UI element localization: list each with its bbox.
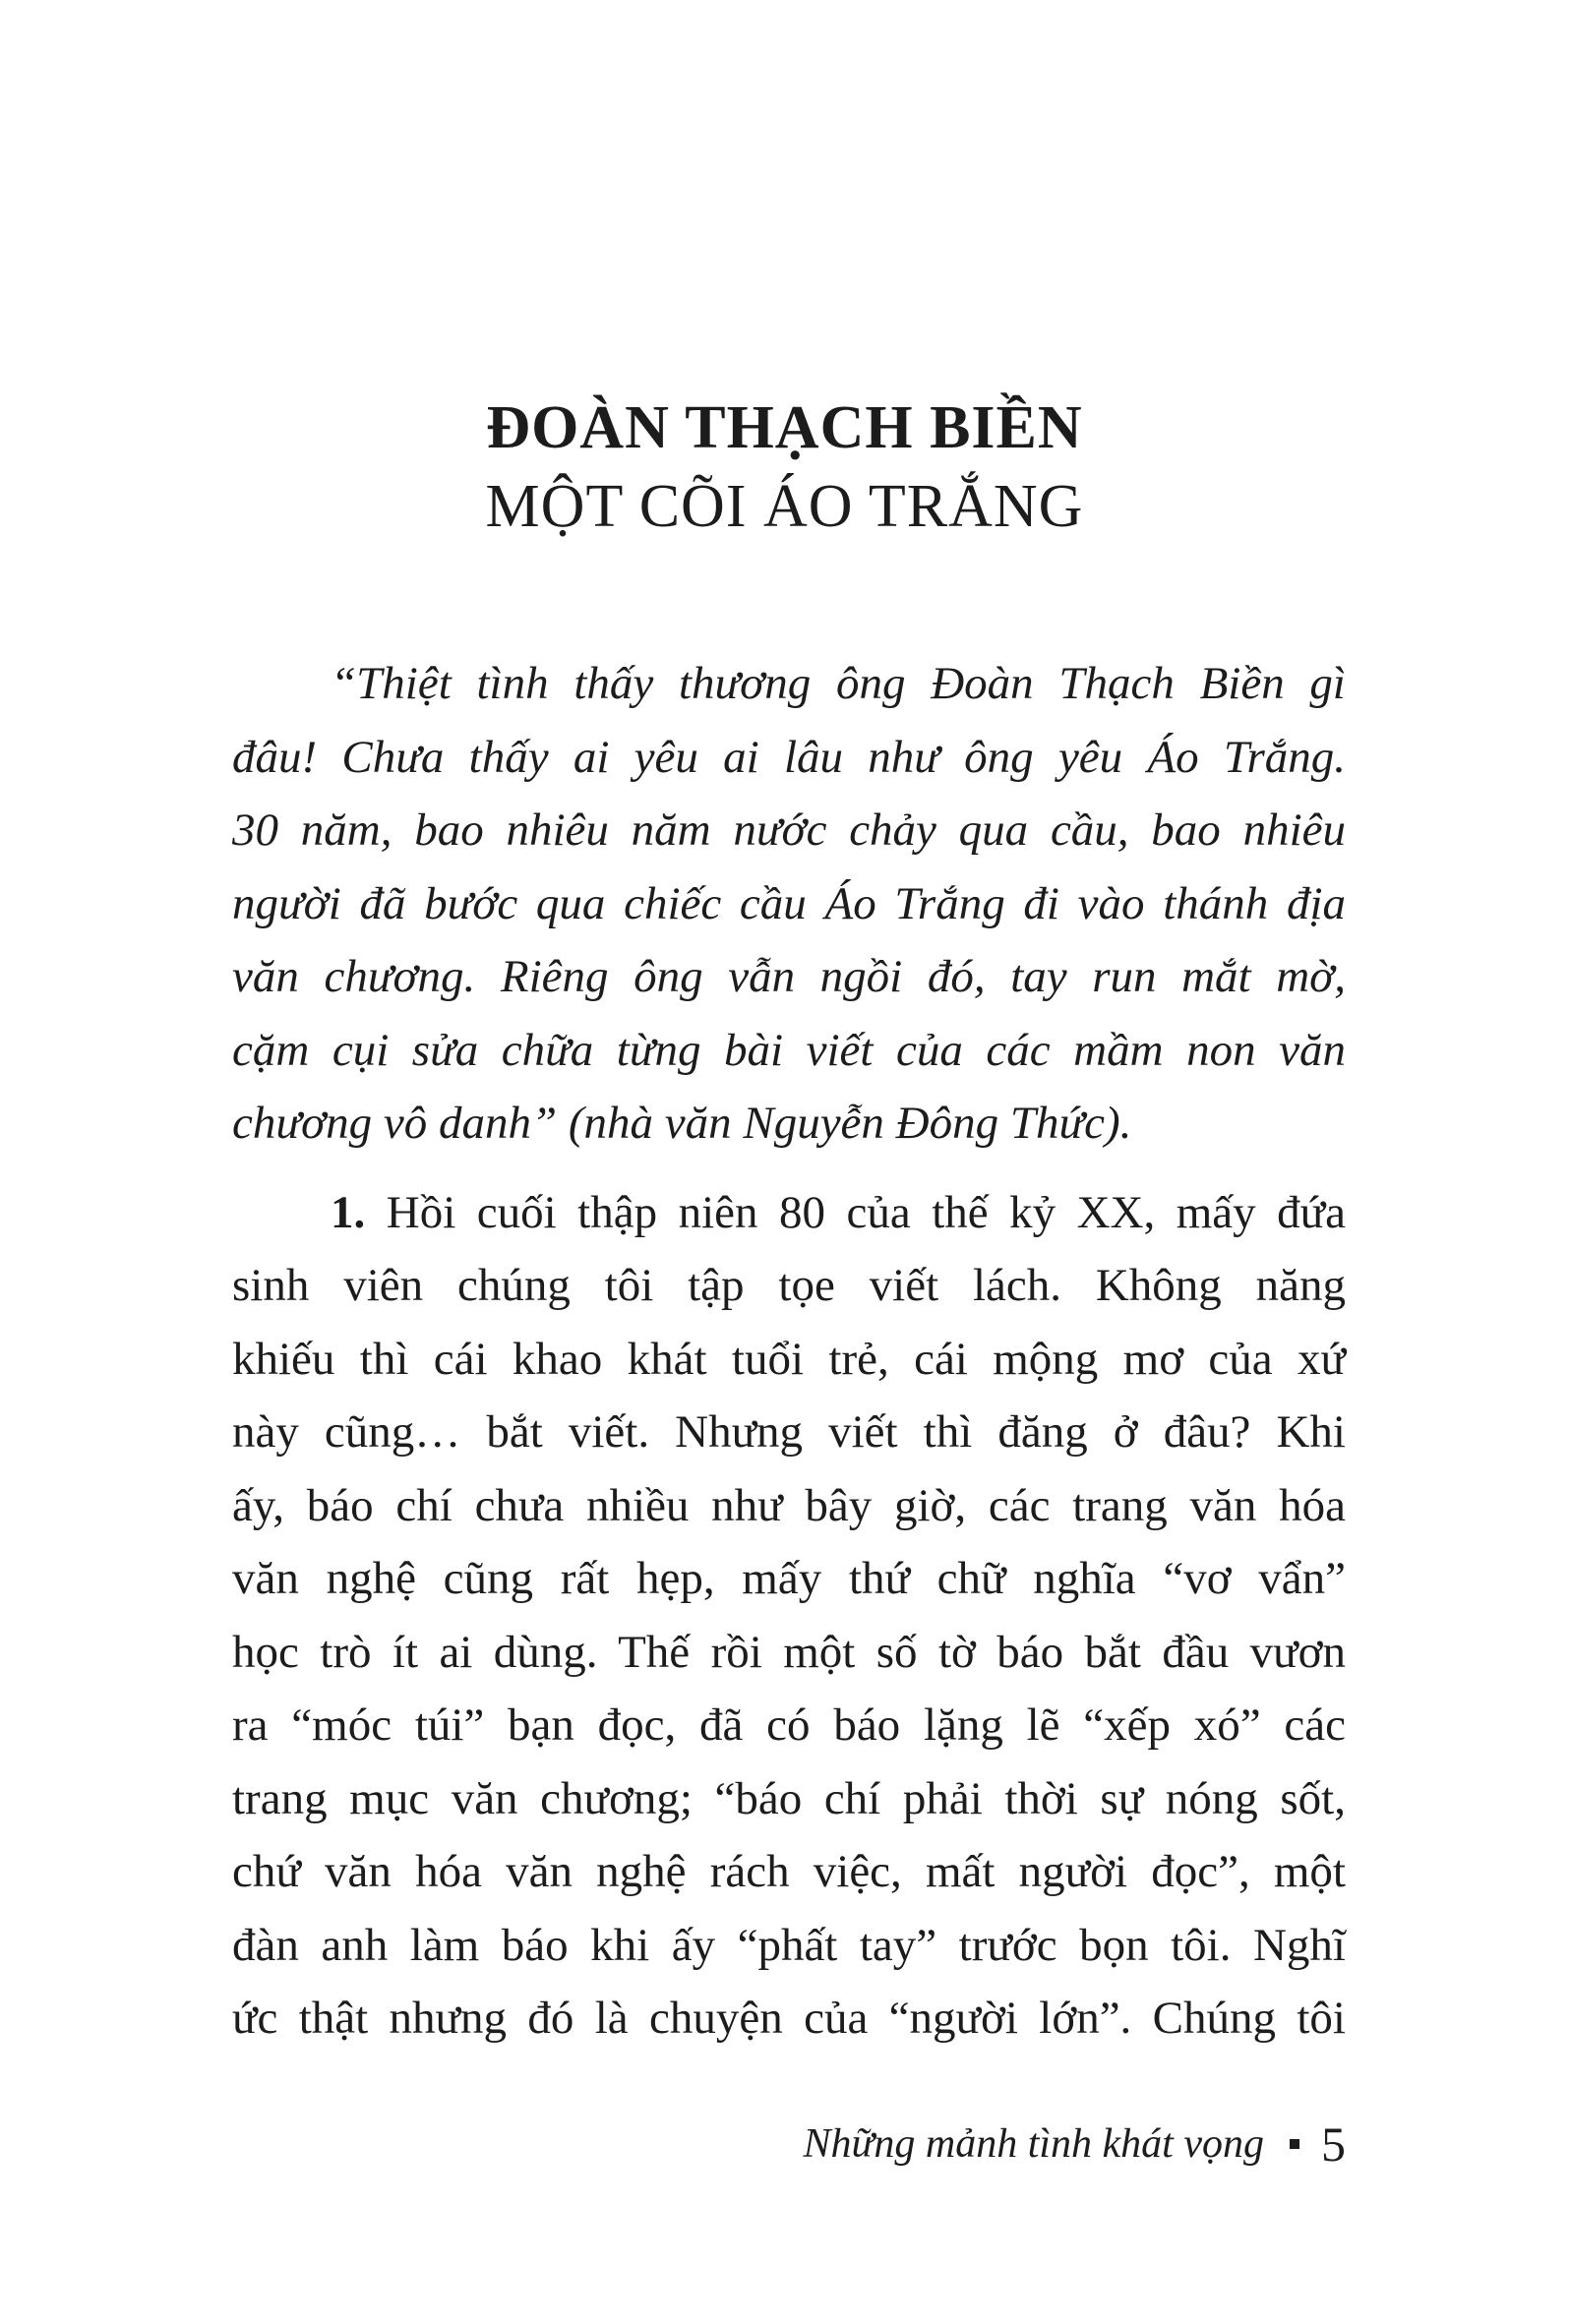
paragraph-line: ức thật nhưng đó là chuyện của “người lớn”. Chúng tôi [232,1993,1346,2044]
paragraph-line-text: Hồi cuối thập niên 80 của thế kỷ XX, mấy đứa [365,1186,1346,1238]
epigraph-line: “Thiệt tình thấy thương ông Đoàn Thạch Biền gì [331,658,1346,709]
epigraph-line: cặm cụi sửa chữa từng bài viết của các mầm non văn [232,1024,1346,1076]
chapter-title-subtitle: MỘT CÕI ÁO TRẮNG [485,473,1084,540]
paragraph-line: chứ văn hóa văn nghệ rách việc, mất người đọc”, một [232,1846,1346,1897]
footer-book-title: Những mảnh tình khát vọng [803,2121,1264,2167]
paragraph-line: sinh viên chúng tôi tập tọe viết lách. Không năng [232,1260,1346,1311]
section-paragraph [232,1176,1346,2056]
paragraph-first-line [232,1176,1346,1250]
chapter-title-author: ĐOÀN THẠCH BIỀN [486,394,1083,461]
page-number: 5 [1321,2116,1346,2172]
section-number: 1. [331,1186,366,1238]
paragraph-spacer [232,1161,1346,1176]
epigraph-line: 30 năm, bao nhiêu năm nước chảy qua cầu, bao nhiêu [232,804,1346,856]
paragraph-line: khiếu thì cái khao khát tuổi trẻ, cái mộng mơ của xứ [232,1333,1346,1385]
epigraph-line: người đã bước qua chiếc cầu Áo Trắng đi vào thánh địa [232,877,1346,929]
paragraph-line: ấy, báo chí chưa nhiều như bây giờ, các trang văn hóa [232,1479,1346,1531]
epigraph-line: văn chương. Riêng ông vẫn ngồi đó, tay run mắt mờ, [232,951,1346,1002]
epigraph-line: chương vô danh” (nhà văn Nguyễn Đông Thức). [232,1098,1132,1149]
running-footer [803,2116,1346,2172]
epigraph-line: đâu! Chưa thấy ai yêu ai lâu như ông yêu Áo Trắng. [232,731,1346,783]
paragraph-line: trang mục văn chương; “báo chí phải thời sự nóng sốt, [232,1772,1346,1824]
paragraph-line: này cũng… bắt viết. Nhưng viết thì đăng ở đâu? Khi [232,1406,1346,1458]
paragraph-line: ra “móc túi” bạn đọc, đã có báo lặng lẽ “xếp xó” các [232,1699,1346,1751]
epigraph-quote [232,647,1346,1161]
paragraph-line: đàn anh làm báo khi ấy “phất tay” trước bọn tôi. Nghĩ [232,1919,1346,1971]
paragraph-line: văn nghệ cũng rất hẹp, mấy thứ chữ nghĩa “vơ vẩn” [232,1553,1346,1604]
body-text [232,647,1346,2056]
footer-bullet-icon [1290,2139,1299,2149]
chapter-title [0,388,1569,546]
paragraph-line: học trò ít ai dùng. Thế rồi một số tờ báo bắt đầu vươn [232,1626,1346,1678]
